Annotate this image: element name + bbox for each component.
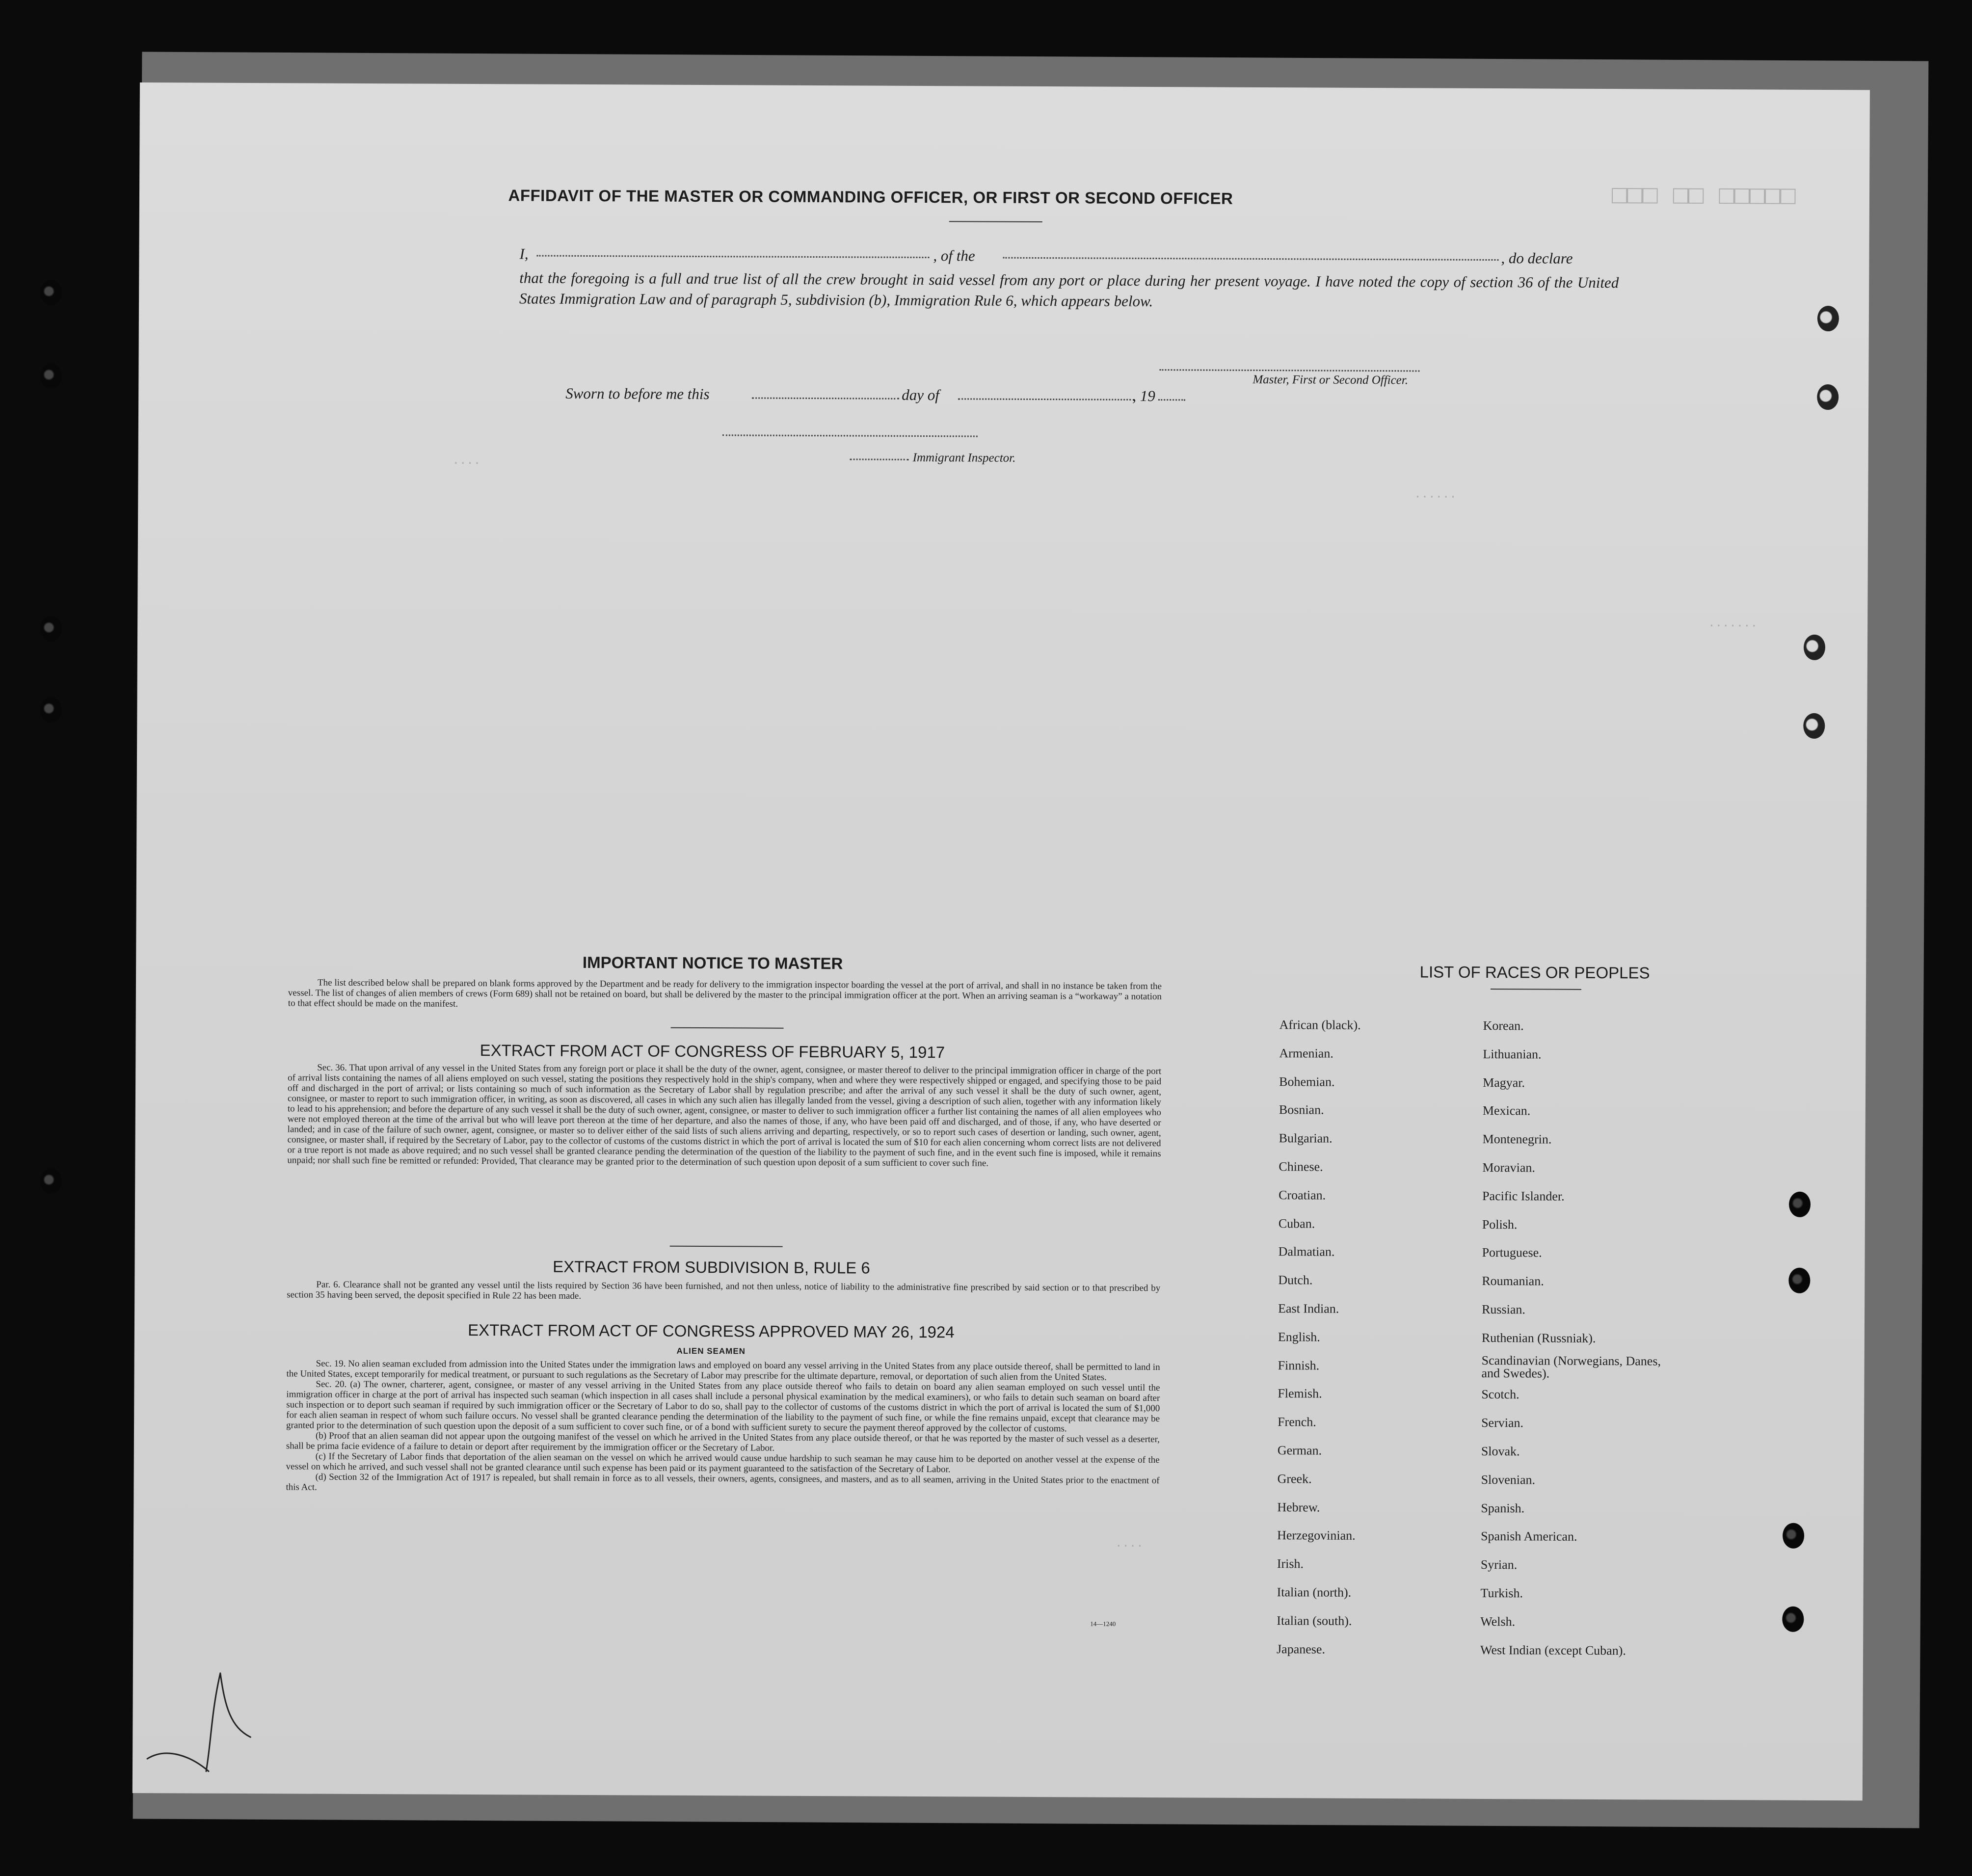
- binder-hole: [1789, 1192, 1811, 1217]
- race-item: Flemish.: [1278, 1386, 1322, 1401]
- inspector-upper-blank: [722, 434, 978, 437]
- race-item: Scotch.: [1481, 1387, 1519, 1402]
- affidavit-declare-label: , do declare: [1501, 249, 1573, 267]
- race-item: Hebrew.: [1277, 1500, 1320, 1515]
- race-item: Italian (north).: [1277, 1585, 1352, 1600]
- title-rule: [949, 221, 1042, 222]
- races-title: LIST OF RACES OR PEOPLES: [1419, 963, 1650, 982]
- race-item: Bosnian.: [1279, 1102, 1324, 1117]
- binder-hole: [40, 616, 62, 642]
- inspector-signature-blank: [850, 458, 909, 460]
- race-item: Servian.: [1481, 1416, 1524, 1430]
- race-item: Cuban.: [1278, 1216, 1315, 1231]
- races-title-rule: [1491, 989, 1581, 990]
- manifest-page: [133, 82, 1870, 1800]
- binder-hole: [40, 697, 62, 723]
- sec-20c-paragraph: (c) If the Secretary of Labor finds that deportation of the alien seaman on the vessel on which he arrived would cause undue hardship to such seaman he may cause him to be deported on another vessel at the expense of the vessel on which he arrived, and such vessel shall not be granted clearance until such expense has been paid or its payment guaranteed to the satisfaction of the Secretary of Labor.: [286, 1451, 1160, 1475]
- race-item: Turkish.: [1480, 1585, 1523, 1601]
- race-item: Montenegrin.: [1482, 1132, 1552, 1147]
- race-item: African (black).: [1279, 1018, 1361, 1032]
- binder-hole: [1804, 635, 1825, 660]
- sworn-day-blank: [752, 397, 899, 399]
- notice-title: IMPORTANT NOTICE TO MASTER: [582, 953, 843, 973]
- race-item: Dutch.: [1278, 1273, 1313, 1287]
- race-item: Slovenian.: [1481, 1472, 1536, 1487]
- race-item: Spanish American.: [1481, 1529, 1577, 1544]
- master-label: Master, First or Second Officer.: [1252, 373, 1409, 387]
- race-item: Finnish.: [1278, 1358, 1320, 1373]
- race-item: West Indian (except Cuban).: [1480, 1642, 1626, 1658]
- vessel-blank: [1003, 257, 1498, 261]
- race-item: Welsh.: [1480, 1614, 1516, 1629]
- inspector-label: Immigrant Inspector.: [912, 451, 1016, 465]
- race-item: Herzegovinian.: [1277, 1528, 1356, 1543]
- affidavit-body: that the foregoing is a full and true list of all the crew brought in said vessel from any port or place during her present voyage. I have noted the copy of section 36 of the United States Immigration Law and of paragraph 5, subdivision (b), Immigration Rule 6, which appears below.: [519, 269, 1619, 310]
- sec-20d-paragraph: (d) Section 32 of the Immigration Act of 1917 is repealed, but shall remain in force as to all vessels, their owners, agents, consignees, and masters, and as to all seamen, arriving in the United States prior to the enactment of this Act.: [286, 1472, 1160, 1493]
- race-item: Magyar.: [1483, 1075, 1525, 1090]
- race-item: Russian.: [1482, 1302, 1526, 1317]
- extract-rule6-title: EXTRACT FROM SUBDIVISION B, RULE 6: [553, 1257, 870, 1277]
- race-item: Pacific Islander.: [1482, 1188, 1565, 1204]
- form-number: 14—1240: [1090, 1620, 1116, 1628]
- binder-hole: [1817, 306, 1839, 331]
- race-item: Polish.: [1482, 1217, 1518, 1232]
- race-item: Italian (south).: [1277, 1613, 1352, 1628]
- sec-19-paragraph: Sec. 19. No alien seaman excluded from admission into the United States under the immigration laws and employed on board any vessel arriving in the United States from any place outside thereof, shall be permitted to land in the United States, except temporarily for medical treatment, or pursuant to such regulations as the Secretary of Labor may prescribe for the ultimate departure, removal, or deportation of such alien from the United States.: [286, 1358, 1160, 1383]
- race-item: Greek.: [1277, 1471, 1312, 1486]
- binder-hole: [1783, 1523, 1804, 1549]
- section-rule: [670, 1246, 783, 1247]
- name-blank: [536, 255, 929, 258]
- race-item: Korean.: [1483, 1018, 1524, 1033]
- binder-hole: [40, 280, 62, 305]
- binder-hole: [1817, 384, 1839, 410]
- affidavit-title: AFFIDAVIT OF THE MASTER OR COMMANDING OFFICER, OR FIRST OR SECOND OFFICER: [508, 186, 1233, 208]
- binder-hole: [40, 1168, 62, 1194]
- extract-1924-body: [286, 1358, 1160, 1496]
- sec-20b-paragraph: (b) Proof that an alien seaman did not appear upon the outgoing manifest of the vessel on which he arrived in the United States from any place outside thereof, or that he was reported by the master of such vessel as a deserter, shall be prima facie evidence of a failure to detain or deport after requirement by the immigration officer or the Secretary of Labor.: [286, 1430, 1160, 1453]
- race-item: German.: [1277, 1443, 1322, 1458]
- month-blank: [958, 398, 1135, 401]
- binder-hole: [1782, 1607, 1804, 1632]
- race-item: Irish.: [1277, 1556, 1304, 1571]
- race-item: Ruthenian (Russniak).: [1481, 1330, 1596, 1345]
- race-item: Roumanian.: [1482, 1274, 1544, 1288]
- extract-1917-title: EXTRACT FROM ACT OF CONGRESS OF FEBRUARY 5, 1917: [480, 1041, 945, 1062]
- day-of-label: day of: [902, 386, 939, 404]
- race-item: Bohemian.: [1279, 1074, 1335, 1089]
- race-item: Dalmatian.: [1278, 1244, 1335, 1260]
- sec-20a-paragraph: Sec. 20. (a) The owner, charterer, agent, consignee, or master of any vessel arriving in the United States from any place outside thereof who fails to detain on board any alien seaman employed on such vessel until the immigration officer in charge at the port of arrival has inspected such seaman (which inspection in all cases shall include a personal physical examination by the medical examiners), or who fails to detain such seaman on board after such inspection or to deport such seaman if required by such immigration officer or the Secretary of Labor to do so, shall pay to the collector of customs of the customs district in which the port of arrival is located the sum of $1,000 for each alien seaman in respect of whom such failure occurs. No vessel shall be granted clearance pending the determination of the liability to the payment of such fine, or while the fine remains unpaid, except that clearance may be granted prior to the determination of such question upon the deposit of a sum sufficient to cover such fine, or of a bond with sufficient surety to secure the payment thereof approved by the collector of customs.: [286, 1379, 1160, 1434]
- race-item: Spanish.: [1481, 1501, 1525, 1515]
- race-item: Croatian.: [1279, 1187, 1326, 1203]
- handwritten-mark: [137, 1653, 256, 1781]
- race-item: Mexican.: [1482, 1103, 1531, 1118]
- race-item: Slovak.: [1481, 1444, 1520, 1459]
- extract-1924-subtitle: ALIEN SEAMEN: [676, 1346, 746, 1356]
- master-signature-blank: [1159, 369, 1419, 372]
- affidavit-i-label: I,: [519, 245, 529, 263]
- extract-1924-title: EXTRACT FROM ACT OF CONGRESS APPROVED MAY 26, 1924: [468, 1320, 955, 1341]
- race-item: Chinese.: [1279, 1159, 1323, 1174]
- race-item: Scandinavian (Norwegians, Danes, and Swedes).: [1481, 1353, 1661, 1381]
- binder-hole: [1803, 713, 1825, 739]
- affidavit-of-the-label: , of the: [933, 247, 975, 265]
- binder-hole: [1788, 1268, 1810, 1293]
- race-item: Armenian.: [1279, 1045, 1333, 1061]
- race-item: Lithuanian.: [1483, 1046, 1542, 1062]
- race-item: Moravian.: [1482, 1160, 1536, 1175]
- race-item: Syrian.: [1480, 1557, 1518, 1572]
- extract-rule6-body: Par. 6. Clearance shall not be granted any vessel until the lists required by Section 36 have been furnished, and not then unless, notice of liability to the administrative fine prescribed by said section or to that prescribed by section 35 having been served, the deposit specified in Rule 22 has been made.: [287, 1279, 1161, 1301]
- year-label: , 19: [1132, 387, 1155, 405]
- race-item: Japanese.: [1277, 1641, 1326, 1657]
- race-item: French.: [1278, 1415, 1316, 1429]
- race-item: Bulgarian.: [1279, 1131, 1332, 1146]
- notice-body: The list described below shall be prepared on blank forms approved by the Department and be ready for delivery to the immigration inspector boarding the vessel at the port of arrival, and shall in no instance be taken from the vessel. The list of changes of alien members of crews (Form 689) shall not be retained on board, but shall be delivered by the master to the principal immigration officer at the port. When an arriving seaman is a “workaway” a notation to that effect should be made on the manifest.: [288, 977, 1162, 1009]
- extract-1917-body: Sec. 36. That upon arrival of any vessel in the United States from any foreign port or place it shall be the duty of the owner, agent, consignee, or master thereof to deliver to the principal immigration officer in charge of the port of arrival lists containing the names of all aliens employed on such vessel, stating the positions they respectively hold in the ship's company, when and where they were respectively shipped or engaged, and specifying those to be paid off and discharged in the port of arrival; or lists containing so much of such information as the Secretary of Labor shall by regulation prescribe; and after the arrival of any such vessel it shall be the duty of such owner, agent, consignee, or master to report to such immigration officer, in writing, as soon as discovered, all cases in which any such alien has illegally landed from the vessel, giving a description of such alien, together with any information likely to lead to his apprehension; and before the departure of any such vessel it shall be the duty of such owner, agent, consignee, or master to deliver to such immigration officer a further list containing the names of all alien employees who were not employed thereon at the time of the arrival but who will leave port thereon at the time of her departure, and also the names of those, if any, who have been paid off and discharged, and of those, if any, who have deserted or landed; and in case of the failure of such owner, agent, consignee, or master so to deliver either of the said lists of such aliens arriving and departing, respectively, or so to report such cases of desertion or landing, such owner, agent, consignee, or master shall, if required by the Secretary of Labor, pay to the collector of customs of the customs district in which the port of arrival is located the sum of $10 for each alien concerning whom correct lists are not delivered or a true report is not made as above required; and no such vessel shall be granted clearance pending the determination of the question of the liability to the payment of such fine, and in the event such fine is imposed, while it remains unpaid; nor shall such fine be remitted or refunded: Provided, That clearance may be granted prior to the determination of such question upon deposit of a sum sufficient to cover such fine.: [287, 1062, 1162, 1169]
- race-item: Portuguese.: [1482, 1245, 1542, 1260]
- binder-hole: [40, 363, 62, 389]
- race-item: English.: [1278, 1329, 1320, 1344]
- year-blank: [1158, 399, 1185, 401]
- bleed-through-text: □□□ □□ □□□□□ ······ ······· ···· ····: [452, 182, 1796, 1553]
- section-rule: [671, 1027, 784, 1029]
- race-item: East Indian.: [1278, 1301, 1339, 1316]
- sworn-label: Sworn to before me this: [565, 384, 710, 403]
